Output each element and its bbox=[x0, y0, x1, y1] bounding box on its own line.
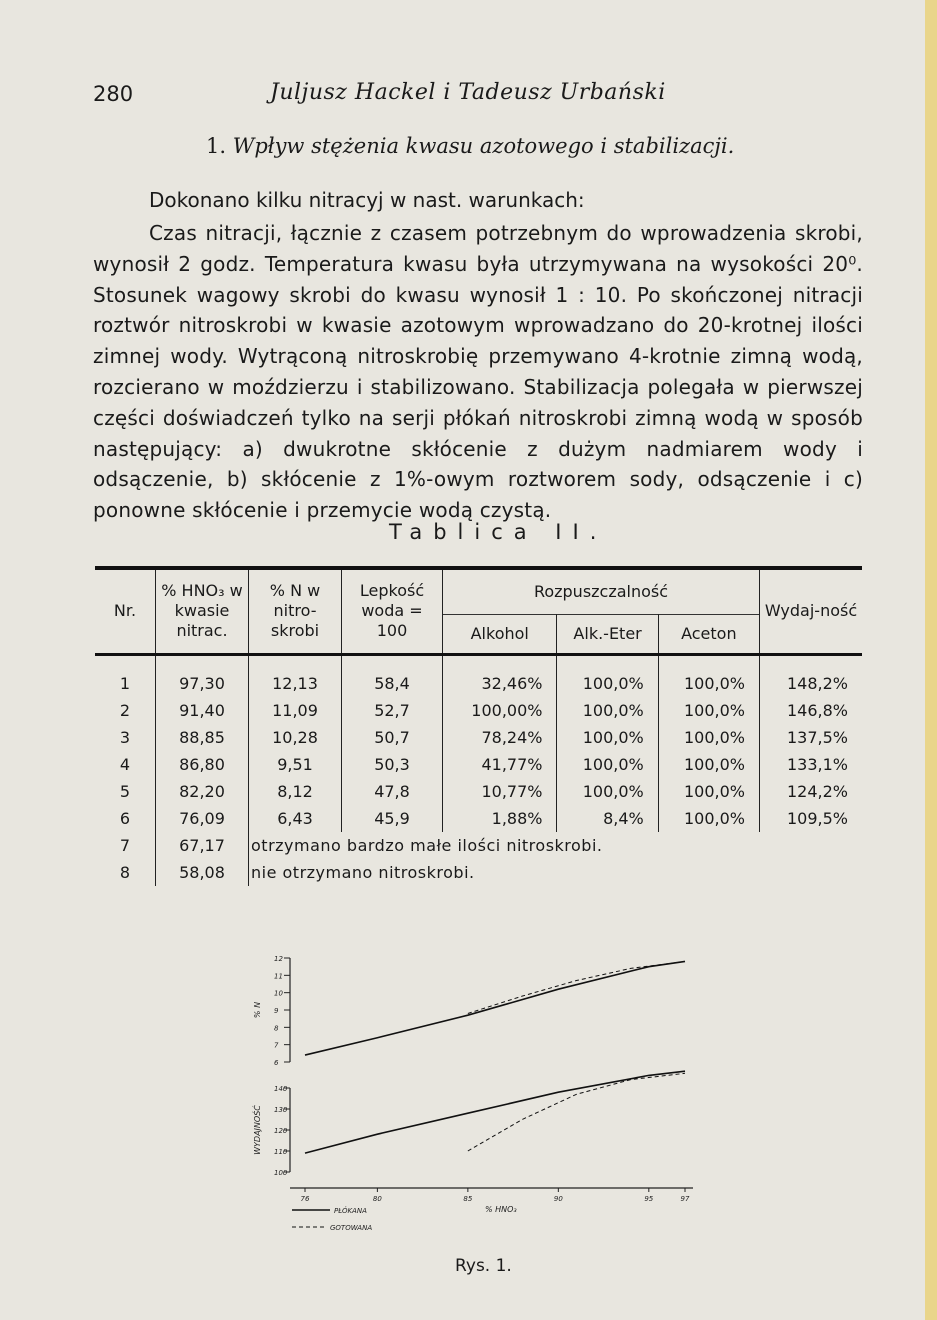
cell-wyd: 109,5% bbox=[786, 808, 848, 828]
cell-nr: 7 bbox=[95, 832, 156, 859]
col-aceton: Aceton bbox=[658, 614, 759, 654]
y-tick-label: 120 bbox=[274, 1127, 288, 1135]
series-line-plokana bbox=[305, 961, 685, 1055]
cell-lep: 50,7 bbox=[342, 724, 443, 751]
section-number: 1. bbox=[206, 134, 227, 158]
section-title bbox=[206, 134, 734, 158]
cell-ae: 8,4% bbox=[557, 805, 658, 832]
x-tick-label: 97 bbox=[680, 1195, 690, 1203]
y-axis-label: % N bbox=[253, 1001, 262, 1019]
legend-label-gotowana: GOTOWANA bbox=[330, 1224, 373, 1232]
cell-hno3: 91,40 bbox=[156, 697, 249, 724]
cell-nr: 4 bbox=[95, 751, 156, 778]
cell-ac: 100,0% bbox=[658, 724, 759, 751]
cell-nr: 8 bbox=[95, 859, 156, 886]
x-tick-label: 85 bbox=[463, 1195, 473, 1203]
x-axis-label: % HNO₃ bbox=[485, 1205, 517, 1214]
cell-hno3: 97,30 bbox=[156, 654, 249, 697]
table-row bbox=[95, 751, 862, 778]
cell-ae: 100,0% bbox=[557, 697, 658, 724]
results-table bbox=[95, 566, 862, 886]
col-alkohol: Alkohol bbox=[443, 614, 557, 654]
y-tick-label: 10 bbox=[274, 989, 283, 998]
cell-lep: 52,7 bbox=[342, 697, 443, 724]
figure-rys-1 bbox=[230, 940, 710, 1240]
chart-svg bbox=[230, 940, 710, 1240]
cell-nr: 2 bbox=[95, 697, 156, 724]
cell-wyd: 148,2% bbox=[786, 673, 848, 693]
series-line-gotowana bbox=[468, 1073, 685, 1151]
cell-ae: 100,0% bbox=[557, 724, 658, 751]
intro-line: Dokonano kilku nitracyj w nast. warunkach: bbox=[149, 188, 585, 212]
table-row bbox=[95, 724, 862, 751]
cell-alk: 78,24% bbox=[443, 724, 557, 751]
col-alk-eter: Alk.-Eter bbox=[557, 614, 658, 654]
body-paragraph: Czas nitracji, łącznie z czasem potrzebnym do wprowadzenia skrobi, wynosił 2 godz. Temperatura kwasu była utrzymywana na wysokości 20⁰. Stosunek wagowy skrobi do kwasu wynosił 1 : 10. Po skończonej nitracji roztwór nitroskrobi w kwasie azotowym wprowadzano do 20-krotnej ilości zimnej wody. Wytrąconą nitroskrobię przemywano 4-krotnie zimną wodą, rozcierano w moździerzu i stabilizowano. Stabilizacja polegała w pierwszej części doświadczeń tylko na serji płókań nitroskrobi zimną wodą w sposób następujący: a) dwukrotne skłócenie z dużym nadmiarem wody i odsączenie, b) skłócenie z 1%-owym roztworem sody, odsączenie i c) ponowne skłócenie i przemycie wodą czystą. bbox=[93, 221, 863, 523]
table-row bbox=[95, 805, 862, 832]
cell-ac: 100,0% bbox=[658, 805, 759, 832]
page-edge bbox=[925, 0, 937, 1320]
cell-wyd: 133,1% bbox=[786, 754, 848, 774]
cell-lep: 58,4 bbox=[342, 654, 443, 697]
cell-nr: 3 bbox=[95, 724, 156, 751]
table-note-row bbox=[95, 832, 862, 859]
y-tick-label: 12 bbox=[274, 955, 283, 963]
x-tick-label: 95 bbox=[644, 1195, 654, 1203]
cell-nr: 6 bbox=[95, 805, 156, 832]
table-row bbox=[95, 778, 862, 805]
cell-hno3: 86,80 bbox=[156, 751, 249, 778]
cell-alk: 32,46% bbox=[443, 654, 557, 697]
cell-ae: 100,0% bbox=[557, 654, 658, 697]
section-title-text: Wpływ stężenia kwasu azotowego i stabilizacji. bbox=[232, 134, 735, 158]
cell-alk: 10,77% bbox=[443, 778, 557, 805]
cell-lep: 50,3 bbox=[342, 751, 443, 778]
cell-alk: 1,88% bbox=[443, 805, 557, 832]
cell-ae: 100,0% bbox=[557, 778, 658, 805]
cell-n: 9,51 bbox=[249, 751, 342, 778]
y-tick-label: 6 bbox=[274, 1059, 279, 1067]
y-tick-label: 9 bbox=[274, 1007, 279, 1015]
y-tick-label: 8 bbox=[274, 1024, 279, 1033]
cell-hno3: 88,85 bbox=[156, 724, 249, 751]
col-lepkosc: Lepkość woda = 100 bbox=[342, 568, 443, 654]
y-axis-label: WYDAJNOŚĆ bbox=[253, 1105, 262, 1155]
cell-n: 8,12 bbox=[249, 778, 342, 805]
x-tick-label: 80 bbox=[372, 1195, 382, 1203]
cell-note: otrzymano bardzo małe ilości nitroskrobi. bbox=[251, 835, 603, 855]
x-tick-label: 90 bbox=[553, 1195, 563, 1203]
cell-n: 6,43 bbox=[249, 805, 342, 832]
running-head: Juljusz Hackel i Tadeusz Urbański bbox=[270, 80, 666, 105]
figure-caption: Rys. 1. bbox=[455, 1256, 512, 1276]
cell-lep: 45,9 bbox=[342, 805, 443, 832]
table-title: Tablica II. bbox=[389, 520, 608, 544]
cell-lep: 47,8 bbox=[342, 778, 443, 805]
cell-wyd: 124,2% bbox=[786, 781, 848, 801]
table-row bbox=[95, 654, 862, 697]
cell-n: 11,09 bbox=[249, 697, 342, 724]
cell-ac: 100,0% bbox=[658, 697, 759, 724]
y-tick-label: 140 bbox=[274, 1085, 288, 1093]
y-tick-label: 130 bbox=[274, 1106, 288, 1114]
cell-hno3: 76,09 bbox=[156, 805, 249, 832]
y-tick-label: 110 bbox=[274, 1148, 288, 1156]
cell-hno3: 67,17 bbox=[156, 832, 249, 859]
cell-note: nie otrzymano nitroskrobi. bbox=[251, 862, 475, 882]
col-nr: Nr. bbox=[95, 568, 156, 654]
cell-wyd: 146,8% bbox=[786, 700, 848, 720]
cell-hno3: 58,08 bbox=[156, 859, 249, 886]
col-wydajnosc: Wydaj-ność bbox=[764, 601, 858, 621]
cell-wyd: 137,5% bbox=[786, 727, 848, 747]
col-n: % N w nitro-skrobi bbox=[249, 568, 342, 654]
cell-ac: 100,0% bbox=[658, 751, 759, 778]
cell-ae: 100,0% bbox=[557, 751, 658, 778]
legend-label-plokana: PŁÓKANA bbox=[334, 1207, 367, 1215]
cell-n: 10,28 bbox=[249, 724, 342, 751]
cell-alk: 100,00% bbox=[443, 697, 557, 724]
page-number: 280 bbox=[93, 82, 134, 106]
x-tick-label: 76 bbox=[300, 1195, 310, 1203]
cell-alk: 41,77% bbox=[443, 751, 557, 778]
cell-nr: 1 bbox=[95, 654, 156, 697]
col-hno3: % HNO₃ w kwasie nitrac. bbox=[156, 568, 249, 654]
cell-n: 12,13 bbox=[249, 654, 342, 697]
y-tick-label: 7 bbox=[274, 1041, 279, 1050]
table-note-row bbox=[95, 859, 862, 886]
y-tick-label: 100 bbox=[274, 1169, 288, 1177]
cell-nr: 5 bbox=[95, 778, 156, 805]
cell-hno3: 82,20 bbox=[156, 778, 249, 805]
table-row bbox=[95, 697, 862, 724]
cell-ac: 100,0% bbox=[658, 654, 759, 697]
series-line-plokana bbox=[305, 1071, 685, 1153]
cell-ac: 100,0% bbox=[658, 778, 759, 805]
y-tick-label: 11 bbox=[274, 972, 283, 981]
col-rozpuszczalnosc: Rozpuszczalność bbox=[443, 568, 760, 614]
